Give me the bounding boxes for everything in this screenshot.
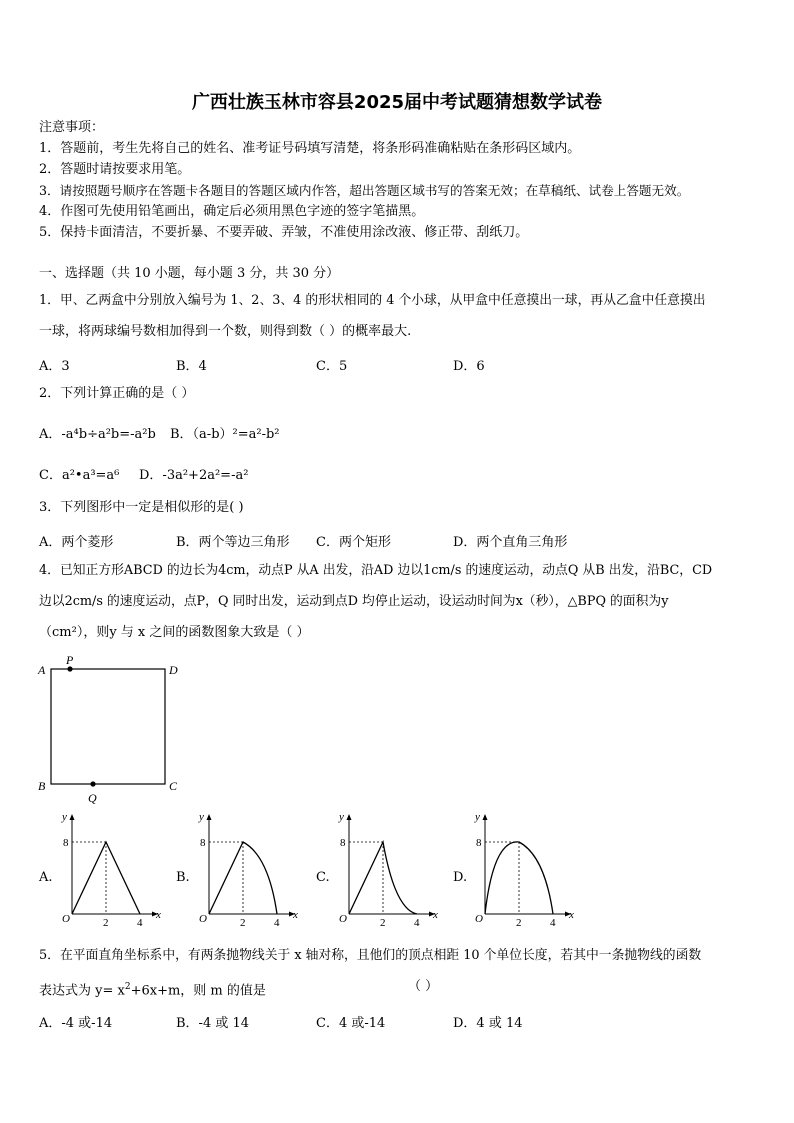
tick-label-2: 2 [240, 917, 246, 928]
q4-option-a-label: A. [39, 870, 53, 885]
origin-label: O [339, 913, 347, 925]
notice-item-2: 2．答题时请按要求用笔。 [39, 162, 191, 177]
tick-label-2: 2 [103, 917, 109, 928]
q1-stem-line1: 1．甲、乙两盒中分别放入编号为 1、2、3、4 的形状相同的 4 个小球，从甲盒中任意摸出一球，再从乙盒中任意摸出 [39, 293, 706, 308]
q4-stem-line3: （cm²），则y 与 x 之间的函数图象大致是（ ） [39, 625, 310, 640]
q5-option-a: A．-4 或-14 [39, 1016, 113, 1031]
q1-option-a: A．3 [39, 359, 70, 374]
q5-paren: （ ） [408, 979, 439, 994]
tick-label-2: 2 [380, 917, 386, 928]
q3-stem: 3．下列图形中一定是相似形的是( ) [39, 500, 244, 515]
y-axis-label: y [475, 811, 480, 823]
q2-option-a: A．-a⁴b÷a²b=-a²b [39, 427, 156, 442]
q2-option-c: C．a²•a³=a⁶ [39, 468, 120, 483]
x-axis-label: x [433, 909, 438, 921]
tick-label-8: 8 [476, 837, 482, 849]
q4-stem-line1: 4．已知正方形ABCD 的边长为4cm，动点P 从A 出发，沿AD 边以1cm/s 的速度运动，动点Q 从B 出发，沿BC，CD [39, 563, 713, 578]
y-axis-arrow [483, 814, 488, 820]
q4-option-b-label: B. [176, 870, 190, 885]
notice-item-1: 1．答题前，考生先将自己的姓名、准考证号码填写清楚，将条形码准确粘贴在条形码区域内。 [39, 141, 581, 156]
q3-option-a: A．两个菱形 [39, 535, 114, 550]
q5-line2-pre: 表达式为 y= x [39, 983, 125, 999]
tick-label-8: 8 [63, 837, 69, 849]
q3-option-c: C．两个矩形 [316, 535, 391, 550]
tick-label-2: 2 [516, 917, 522, 928]
graph-option-d [471, 810, 581, 928]
vertex-b-label: B [38, 779, 46, 793]
q4-option-c-label: C. [316, 870, 330, 885]
tick-label-4: 4 [274, 917, 280, 928]
vertex-c-label: C [169, 779, 178, 793]
q5-stem-line2 [39, 979, 266, 999]
q5-stem-line1: 5．在平面直角坐标系中，有两条抛物线关于 x 轴对称，且他们的顶点相距 10 个单位长度，若其中一条抛物线的函数 [39, 948, 702, 963]
q5-option-b: B．-4 或 14 [176, 1016, 250, 1031]
q5-option-d: D．4 或 14 [453, 1016, 523, 1031]
origin-label: O [62, 913, 70, 925]
q3-option-b: B．两个等边三角形 [176, 535, 290, 550]
q1-stem-line2: 一球，将两球编号数相加得到一个数，则得到数（ ）的概率最大. [39, 324, 412, 339]
point-q-label: Q [88, 791, 97, 805]
vertex-d-label: D [169, 663, 178, 677]
x-axis-label: x [569, 909, 574, 921]
q1-option-c: C．5 [316, 359, 348, 374]
y-axis-arrow [347, 814, 352, 820]
y-axis-arrow [70, 814, 75, 820]
q5-line2-post: +6x+m，则 m 的值是 [130, 983, 266, 999]
notice-heading: 注意事项： [39, 120, 105, 135]
tick-label-8: 8 [200, 837, 206, 849]
q2-option-d: D．-3a²+2a²=-a² [139, 468, 249, 483]
notice-item-4: 4．作图可先使用铅笔画出，确定后必须用黑色字迹的签字笔描黑。 [39, 204, 425, 219]
square-outline [51, 669, 165, 784]
page-title: 广西壮族玉林市容县2025届中考试题猜想数学试卷 [191, 92, 603, 113]
y-axis-arrow [207, 814, 212, 820]
point-p [67, 666, 72, 671]
graph-option-a [58, 810, 168, 928]
q2-stem: 2．下列计算正确的是（ ） [39, 386, 195, 401]
q4-option-d-label: D. [453, 870, 468, 885]
y-axis-label: y [199, 811, 204, 823]
square-figure [30, 650, 200, 810]
q1-option-d: D．6 [453, 359, 485, 374]
graph-option-c [335, 810, 445, 928]
q5-line2-sup: 2 [124, 982, 131, 992]
origin-label: O [199, 913, 207, 925]
q4-stem-line2: 边以2cm/s 的速度运动，点P，Q 同时出发，运动到点D 均停止运动，设运动时间为x（秒），△BPQ 的面积为y [39, 594, 669, 609]
vertex-a-label: A [38, 663, 46, 677]
q2-option-b: B．（a-b）²=a²-b² [170, 427, 280, 442]
x-axis-label: x [293, 909, 298, 921]
tick-label-4: 4 [137, 917, 143, 928]
point-q [90, 781, 95, 786]
origin-label: O [475, 913, 483, 925]
x-axis-label: x [156, 909, 161, 921]
tick-label-4: 4 [550, 917, 556, 928]
q3-option-d: D．两个直角三角形 [453, 535, 568, 550]
tick-label-8: 8 [340, 837, 346, 849]
notice-item-3: 3．请按照题号顺序在答题卡各题目的答题区域内作答，超出答题区域书写的答案无效；在草稿纸、试卷上答题无效。 [39, 183, 690, 198]
q5-option-c: C．4 或-14 [316, 1016, 386, 1031]
q1-option-b: B．4 [176, 359, 207, 374]
y-axis-label: y [339, 811, 344, 823]
section-heading: 一、选择题（共 10 小题，每小题 3 分，共 30 分） [39, 266, 340, 281]
y-axis-label: y [62, 811, 67, 823]
tick-label-4: 4 [414, 917, 420, 928]
point-p-label: P [66, 653, 74, 667]
notice-item-5: 5．保持卡面清洁，不要折暴、不要弄破、弄皱，不准使用涂改液、修正带、刮纸刀。 [39, 225, 529, 240]
graph-option-b [195, 810, 305, 928]
